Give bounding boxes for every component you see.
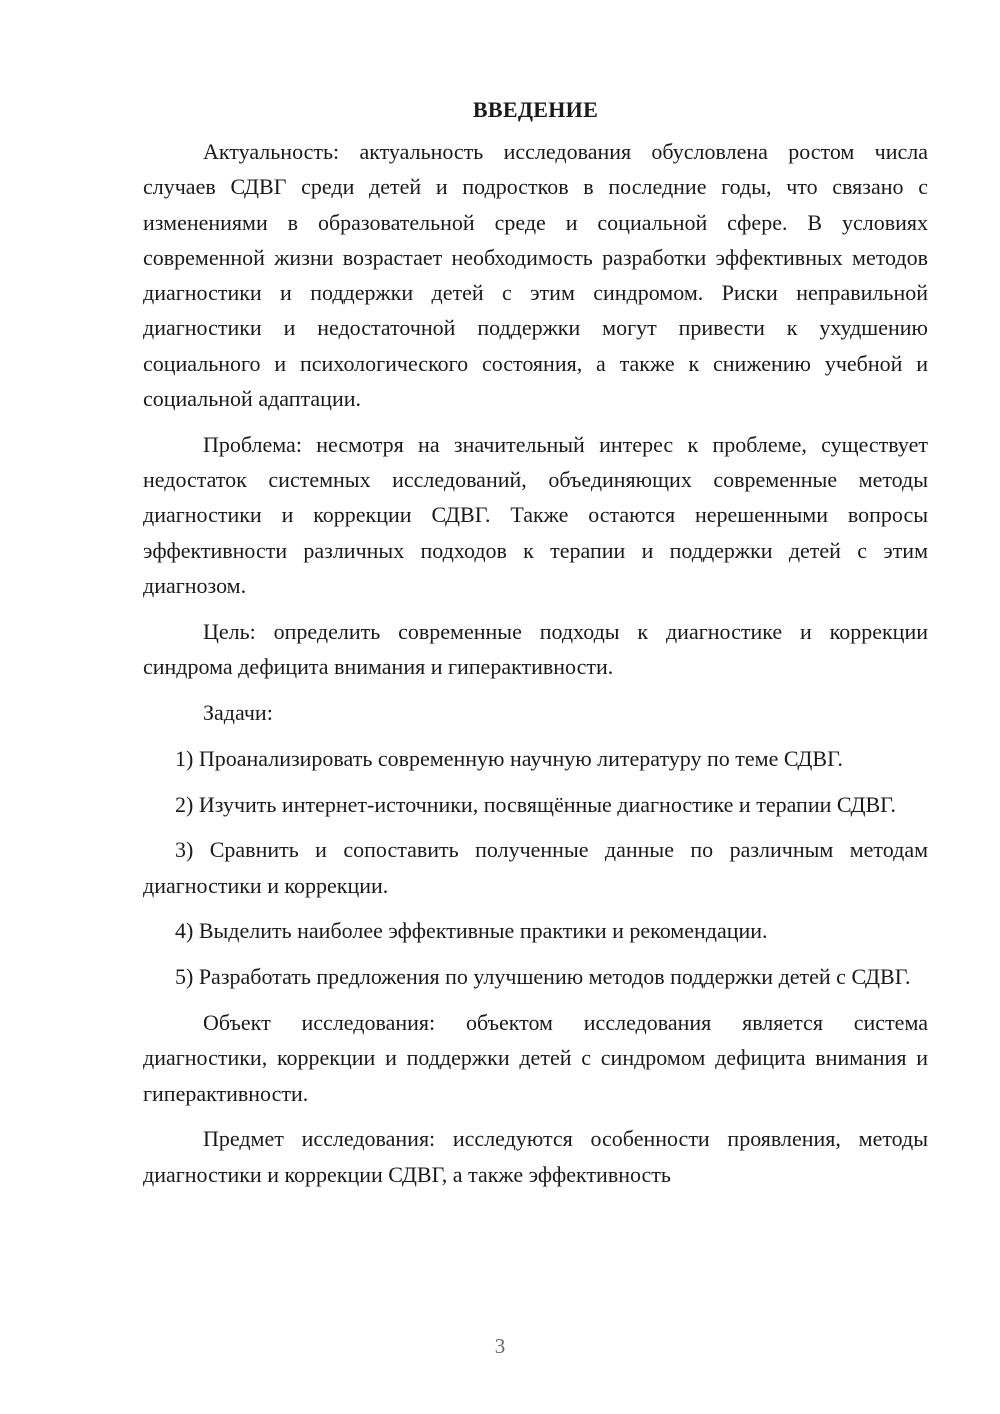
task-item-1: 1) Проанализировать современную научную литературу по теме СДВГ.	[175, 745, 843, 771]
paragraph-goal: Цель: определить современные подходы к диагностике и коррекции синдрома дефицита внимания и гиперактивности.	[143, 618, 928, 680]
section-title: ВВЕДЕНИЕ	[472, 97, 599, 122]
task-item-4: 4) Выделить наиболее эффективные практики и рекомендации.	[175, 918, 768, 944]
paragraph-object: Объект исследования: объектом исследования является система диагностики, коррекции и поддержки детей с синдромом дефицита внимания и гиперактивности.	[143, 1010, 928, 1106]
paragraph-relevance: Актуальность: актуальность исследования обусловлена ростом числа случаев СДВГ среди детей и подростков в последние годы, что связано с изменениями в образовательной среде и социальной сфере. В условиях современной жизни возрастает необходимость разработки эффективных методов диагностики и поддержки детей с этим синдромом. Риски неправильной диагностики и недостаточной поддержки могут привести к ухудшению социального и психологического состояния, а также к снижению учебной и социальной адаптации.	[143, 139, 928, 412]
paragraph-tasks-heading: Задачи:	[203, 699, 273, 725]
task-item-2: 2) Изучить интернет-источники, посвящённые диагностике и терапии СДВГ.	[175, 791, 896, 817]
paragraph-problem: Проблема: несмотря на значительный интерес к проблеме, существует недостаток системных исследований, объединяющих современные методы диагностики и коррекции СДВГ. Также остаются нерешенными вопросы эффективности различных подходов к терапии и поддержки детей с этим диагнозом.	[143, 431, 928, 599]
task-item-5: 5) Разработать предложения по улучшению методов поддержки детей с СДВГ.	[175, 964, 911, 990]
page-number: 3	[494, 1334, 506, 1358]
task-item-3: 3) Сравнить и сопоставить полученные данные по различным методам диагностики и коррекции.	[143, 837, 928, 898]
paragraph-subject: Предмет исследования: исследуются особенности проявления, методы диагностики и коррекции СДВГ, а также эффективность	[143, 1126, 928, 1187]
document-page	[143, 92, 928, 1192]
